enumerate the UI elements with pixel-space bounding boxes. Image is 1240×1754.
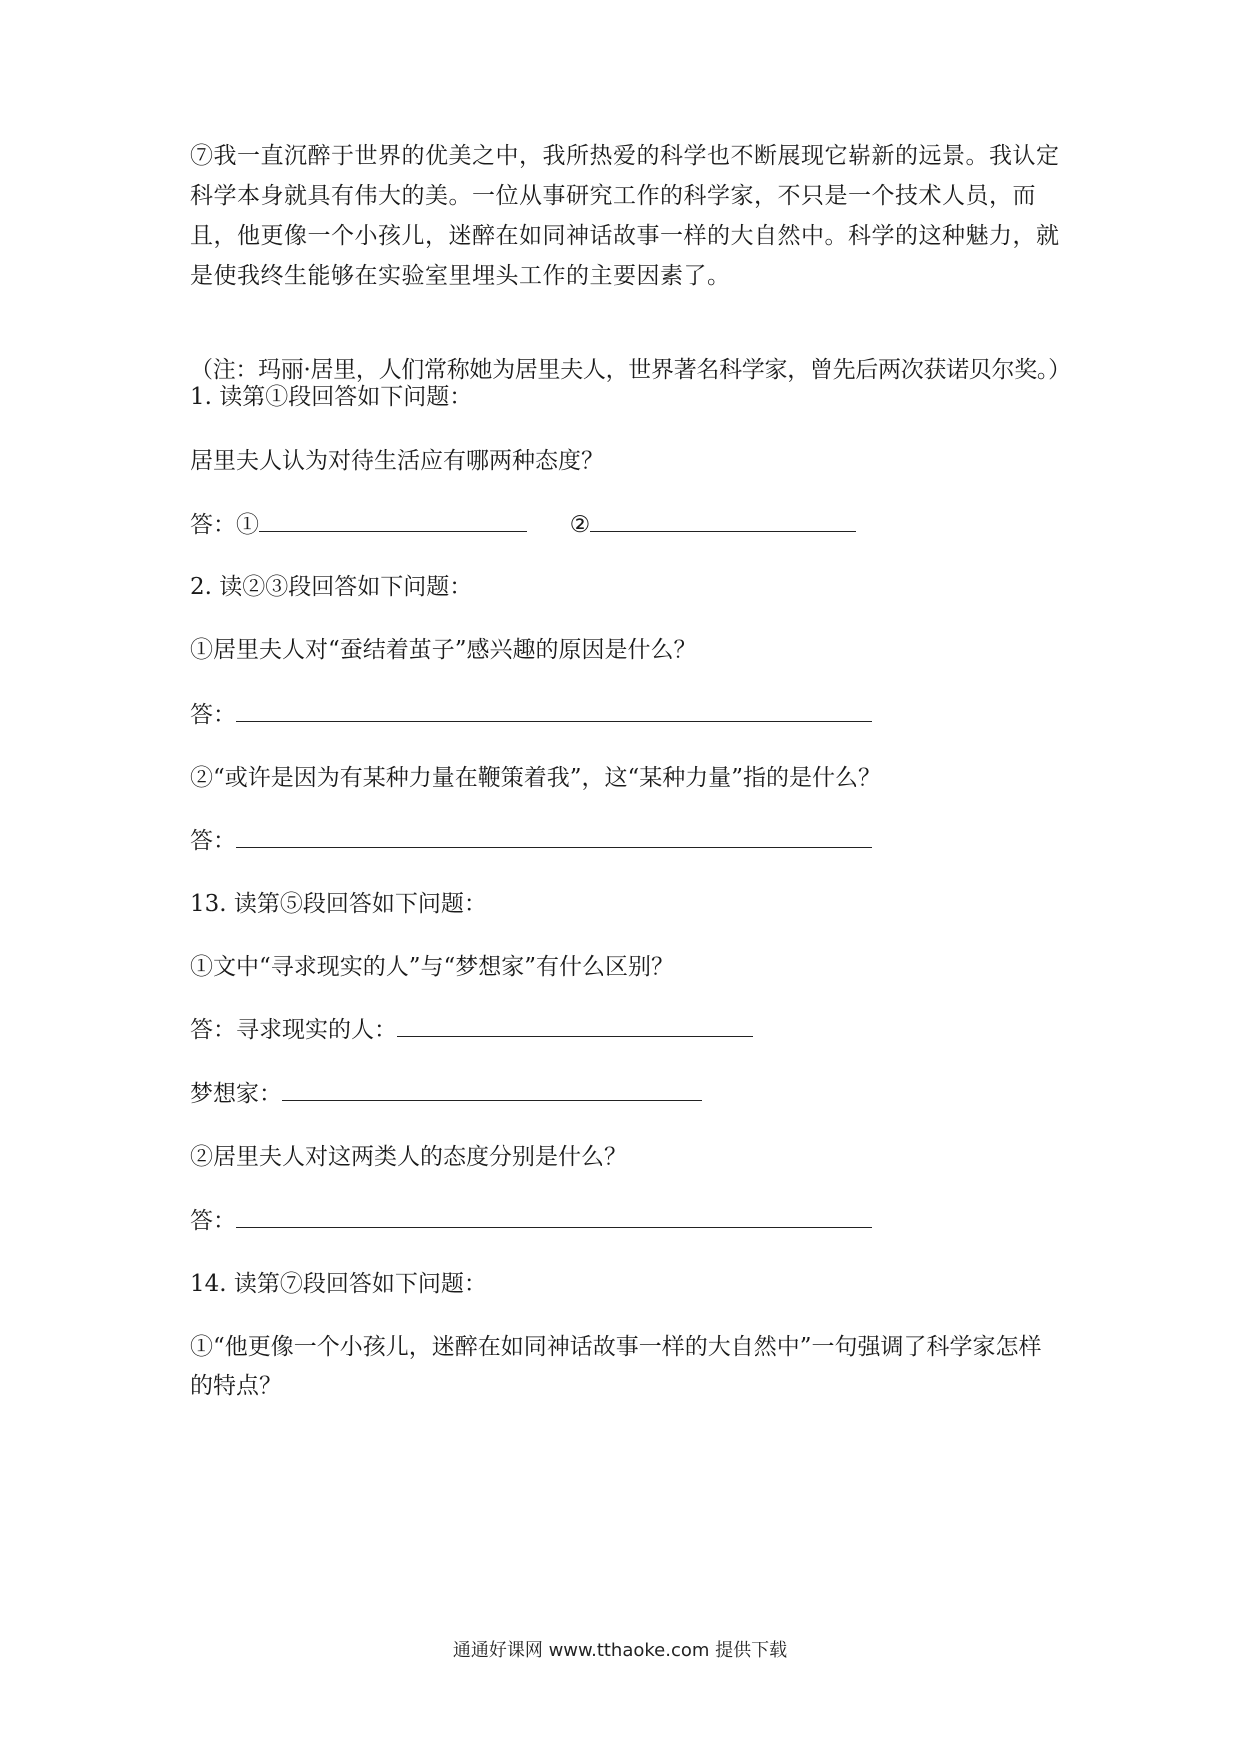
answer-blank[interactable] <box>236 1205 872 1228</box>
question-13-answer-3-row <box>190 1205 872 1237</box>
author-note: （注：玛丽·居里，人们常称她为居里夫人，世界著名科学家，曾先后两次获诺贝尔奖。） <box>190 357 1071 383</box>
document-page <box>190 0 1070 1754</box>
answer-label: 答： <box>190 1208 236 1234</box>
answer-label: 答： <box>190 828 236 854</box>
answer-blank-1[interactable] <box>259 509 527 532</box>
question-13-answer-1-row <box>190 1014 753 1046</box>
question-2-answer-2-row <box>190 825 872 857</box>
answer-label: 答：寻求现实的人： <box>190 1017 397 1043</box>
question-13-title: 13. 读第⑤段回答如下问题： <box>190 891 487 917</box>
question-1-answer-row <box>190 509 856 541</box>
question-2-sub-2: ②“或许是因为有某种力量在鞭策着我”，这“某种力量”指的是什么？ <box>190 765 882 791</box>
question-1-prompt: 居里夫人认为对待生活应有哪两种态度？ <box>190 448 604 474</box>
question-1-title: 1. 读第①段回答如下问题： <box>190 384 473 410</box>
answer-blank[interactable] <box>397 1014 753 1037</box>
question-13-answer-2-row <box>190 1078 702 1110</box>
question-14-title: 14. 读第⑦段回答如下问题： <box>190 1271 487 1297</box>
answer-label: 梦想家： <box>190 1081 282 1107</box>
answer-blank[interactable] <box>236 825 872 848</box>
answer-blank[interactable] <box>282 1078 702 1101</box>
question-13-sub-1: ①文中“寻求现实的人”与“梦想家”有什么区别？ <box>190 954 675 980</box>
answer-label: 答：① <box>190 512 259 538</box>
question-2-title: 2. 读②③段回答如下问题： <box>190 574 473 600</box>
question-2-sub-1: ①居里夫人对“蚕结着茧子”感兴趣的原因是什么？ <box>190 637 697 663</box>
question-13-sub-2: ②居里夫人对这两类人的态度分别是什么？ <box>190 1144 627 1170</box>
footer-source: 通通好课网 www.tthaoke.com 提供下载 <box>452 1640 788 1661</box>
question-2-answer-1-row <box>190 699 872 731</box>
answer-blank[interactable] <box>236 699 872 722</box>
question-14-sub-1-line-2: 的特点？ <box>190 1373 282 1399</box>
answer-label-2: ② <box>569 512 591 538</box>
answer-blank-2[interactable] <box>590 509 856 532</box>
paragraph-7: ⑦我一直沉醉于世界的优美之中，我所热爱的科学也不断展现它崭新的远景。我认定科学本身就具有伟大的美。一位从事研究工作的科学家，不只是一个技术人员，而且，他更像一个小孩儿，迷醉在如同神话故事一样的大自然中。科学的这种魅力，就是使我终生能够在实验室里埋头工作的主要因素了。 <box>190 143 1060 289</box>
question-14-sub-1-line-1: ①“他更像一个小孩儿，迷醉在如同神话故事一样的大自然中”一句强调了科学家怎样 <box>190 1334 1042 1360</box>
answer-label: 答： <box>190 702 236 728</box>
